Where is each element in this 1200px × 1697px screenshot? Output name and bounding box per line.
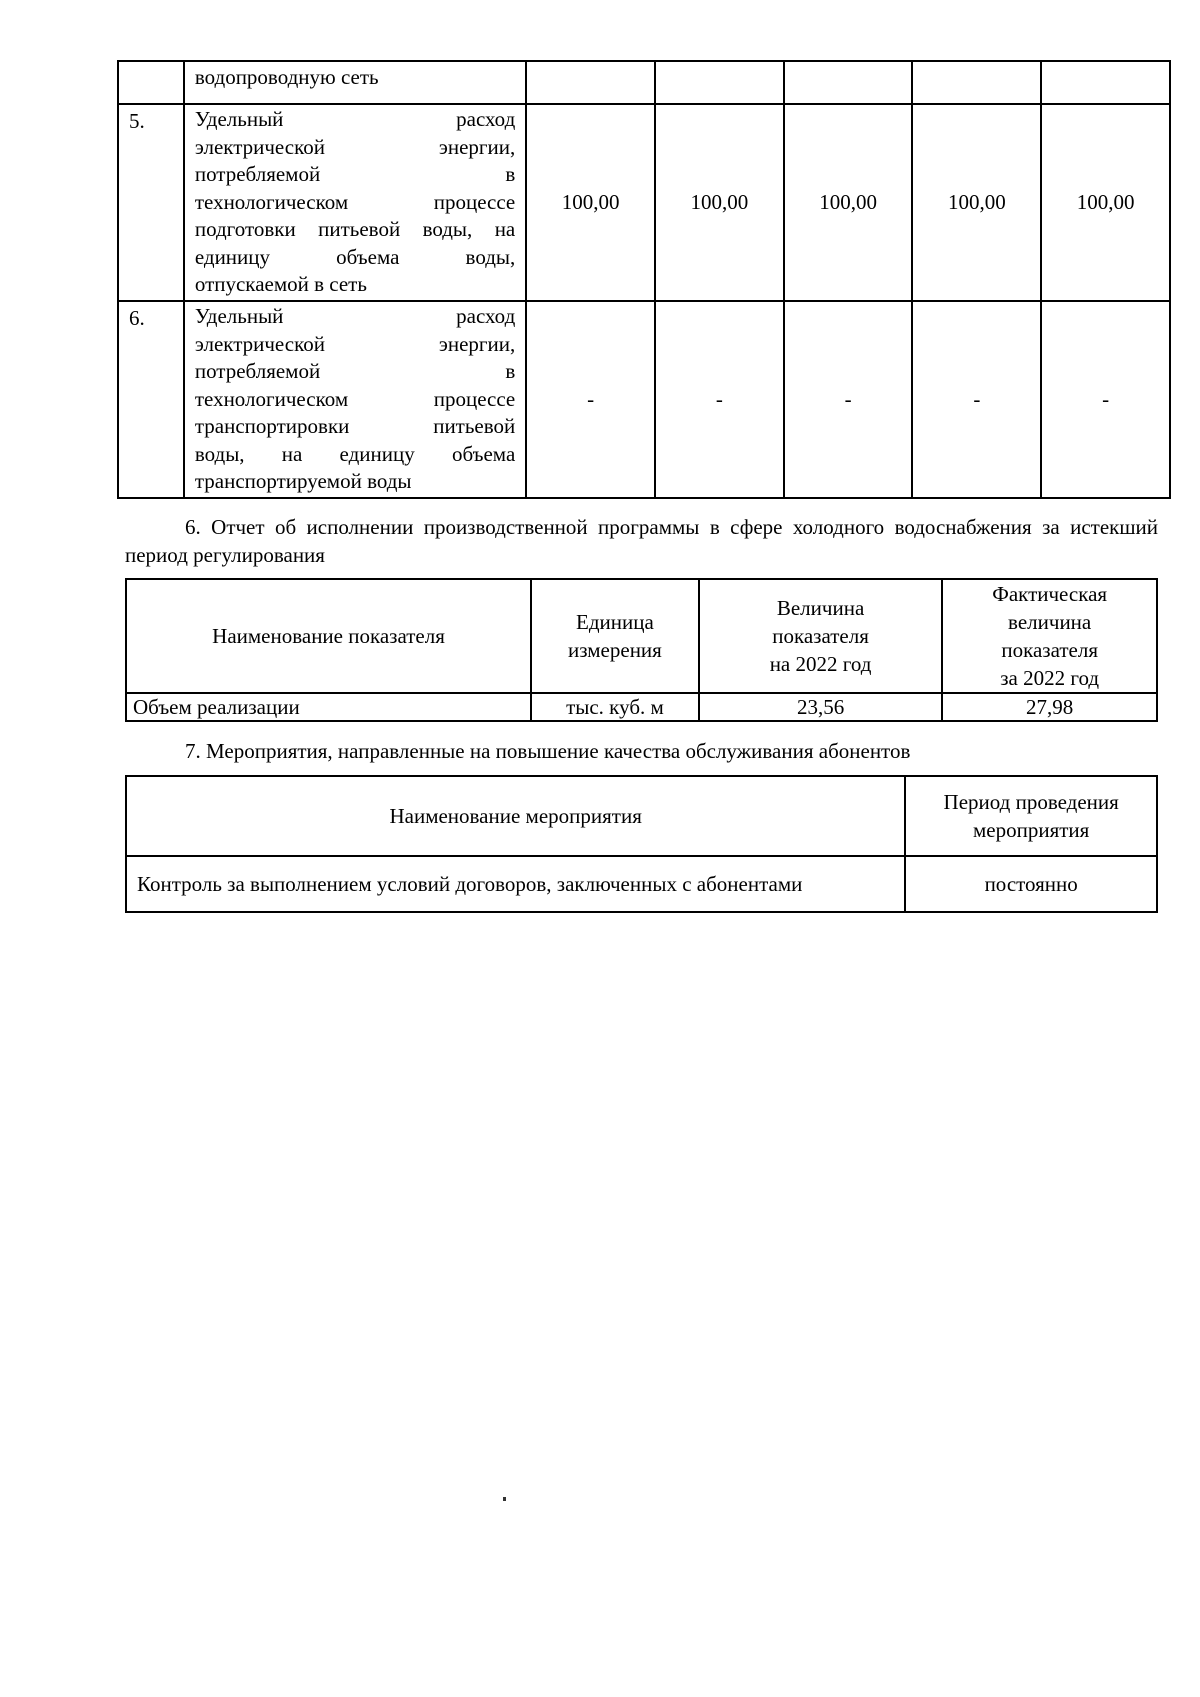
section-6-heading: 6. Отчет об исполнении производственной программы в сфере холодного водоснабжения за истекший период регулирования: [125, 515, 1158, 567]
table-row: [118, 301, 1170, 498]
description-line: Удельный расход: [194, 304, 516, 329]
table-header-row: [126, 776, 1157, 856]
description-line: технологическом процессе: [194, 189, 516, 214]
header-unit: [531, 579, 699, 693]
value-cell: 100,00: [526, 104, 655, 301]
row-description: [184, 104, 526, 301]
row-number: 6.: [118, 301, 184, 498]
description-line: потребляемой в: [194, 359, 516, 384]
header-line: Величина: [776, 596, 865, 620]
value-cell: [655, 61, 784, 104]
header-line: показателя: [772, 624, 869, 648]
planned-value: 23,56: [699, 693, 943, 721]
value-cell: -: [912, 301, 1041, 498]
header-line: Единица: [576, 610, 654, 634]
description-line: подготовки питьевой воды, на: [194, 217, 516, 242]
table-header-row: [126, 579, 1157, 693]
header-planned: [699, 579, 943, 693]
value-cell: 100,00: [655, 104, 784, 301]
header-measure-name: Наименование мероприятия: [126, 776, 905, 856]
value-cell: [526, 61, 655, 104]
description-line: электрической энергии,: [194, 134, 516, 159]
value-cell: 100,00: [784, 104, 913, 301]
header-line: Фактическая: [992, 582, 1108, 606]
measures-table: [125, 775, 1158, 913]
measure-period: постоянно: [905, 856, 1157, 912]
value-cell: -: [1041, 301, 1170, 498]
description-line: потребляемой в: [194, 162, 516, 187]
value-cell: [1041, 61, 1170, 104]
description-line: воды, на единицу объема: [194, 441, 516, 466]
actual-value: 27,98: [942, 693, 1157, 721]
table-row: [118, 104, 1170, 301]
row-description: водопроводную сеть: [184, 61, 526, 104]
indicators-table: [117, 60, 1171, 499]
value-cell: -: [784, 301, 913, 498]
description-line: отпускаемой в сеть: [194, 272, 367, 297]
measure-name: Контроль за выполнением условий договоров, заключенных с абонентами: [126, 856, 905, 912]
value-cell: [912, 61, 1041, 104]
value-cell: -: [526, 301, 655, 498]
header-line: показателя: [1001, 638, 1098, 662]
description-line: Удельный расход: [194, 107, 516, 132]
header-actual: [942, 579, 1157, 693]
table-row: [126, 856, 1157, 912]
row-number: 5.: [118, 104, 184, 301]
page-speck: [503, 1497, 506, 1501]
description-line: электрической энергии,: [194, 331, 516, 356]
header-indicator-name: Наименование показателя: [126, 579, 531, 693]
report-table: [125, 578, 1158, 722]
unit-value: тыс. куб. м: [531, 693, 699, 721]
table-row: [126, 693, 1157, 721]
header-line: за 2022 год: [1000, 666, 1100, 690]
value-cell: -: [655, 301, 784, 498]
header-line: мероприятия: [973, 818, 1090, 842]
header-line: на 2022 год: [769, 652, 872, 676]
description-line: транспортируемой воды: [194, 469, 412, 494]
row-number: [118, 61, 184, 104]
value-cell: [784, 61, 913, 104]
description-line: технологическом процессе: [194, 386, 516, 411]
section-7-heading: 7. Мероприятия, направленные на повышение качества обслуживания абонентов: [185, 739, 911, 763]
header-period: [905, 776, 1157, 856]
table-row: [118, 61, 1170, 104]
header-line: величина: [1008, 610, 1092, 634]
header-line: Период проведения: [943, 790, 1119, 814]
description-line: транспортировки питьевой: [194, 414, 516, 439]
row-description: [184, 301, 526, 498]
value-cell: 100,00: [1041, 104, 1170, 301]
header-line: измерения: [568, 638, 662, 662]
value-cell: 100,00: [912, 104, 1041, 301]
description-line: единицу объема воды,: [194, 244, 516, 269]
indicator-name: Объем реализации: [126, 693, 531, 721]
